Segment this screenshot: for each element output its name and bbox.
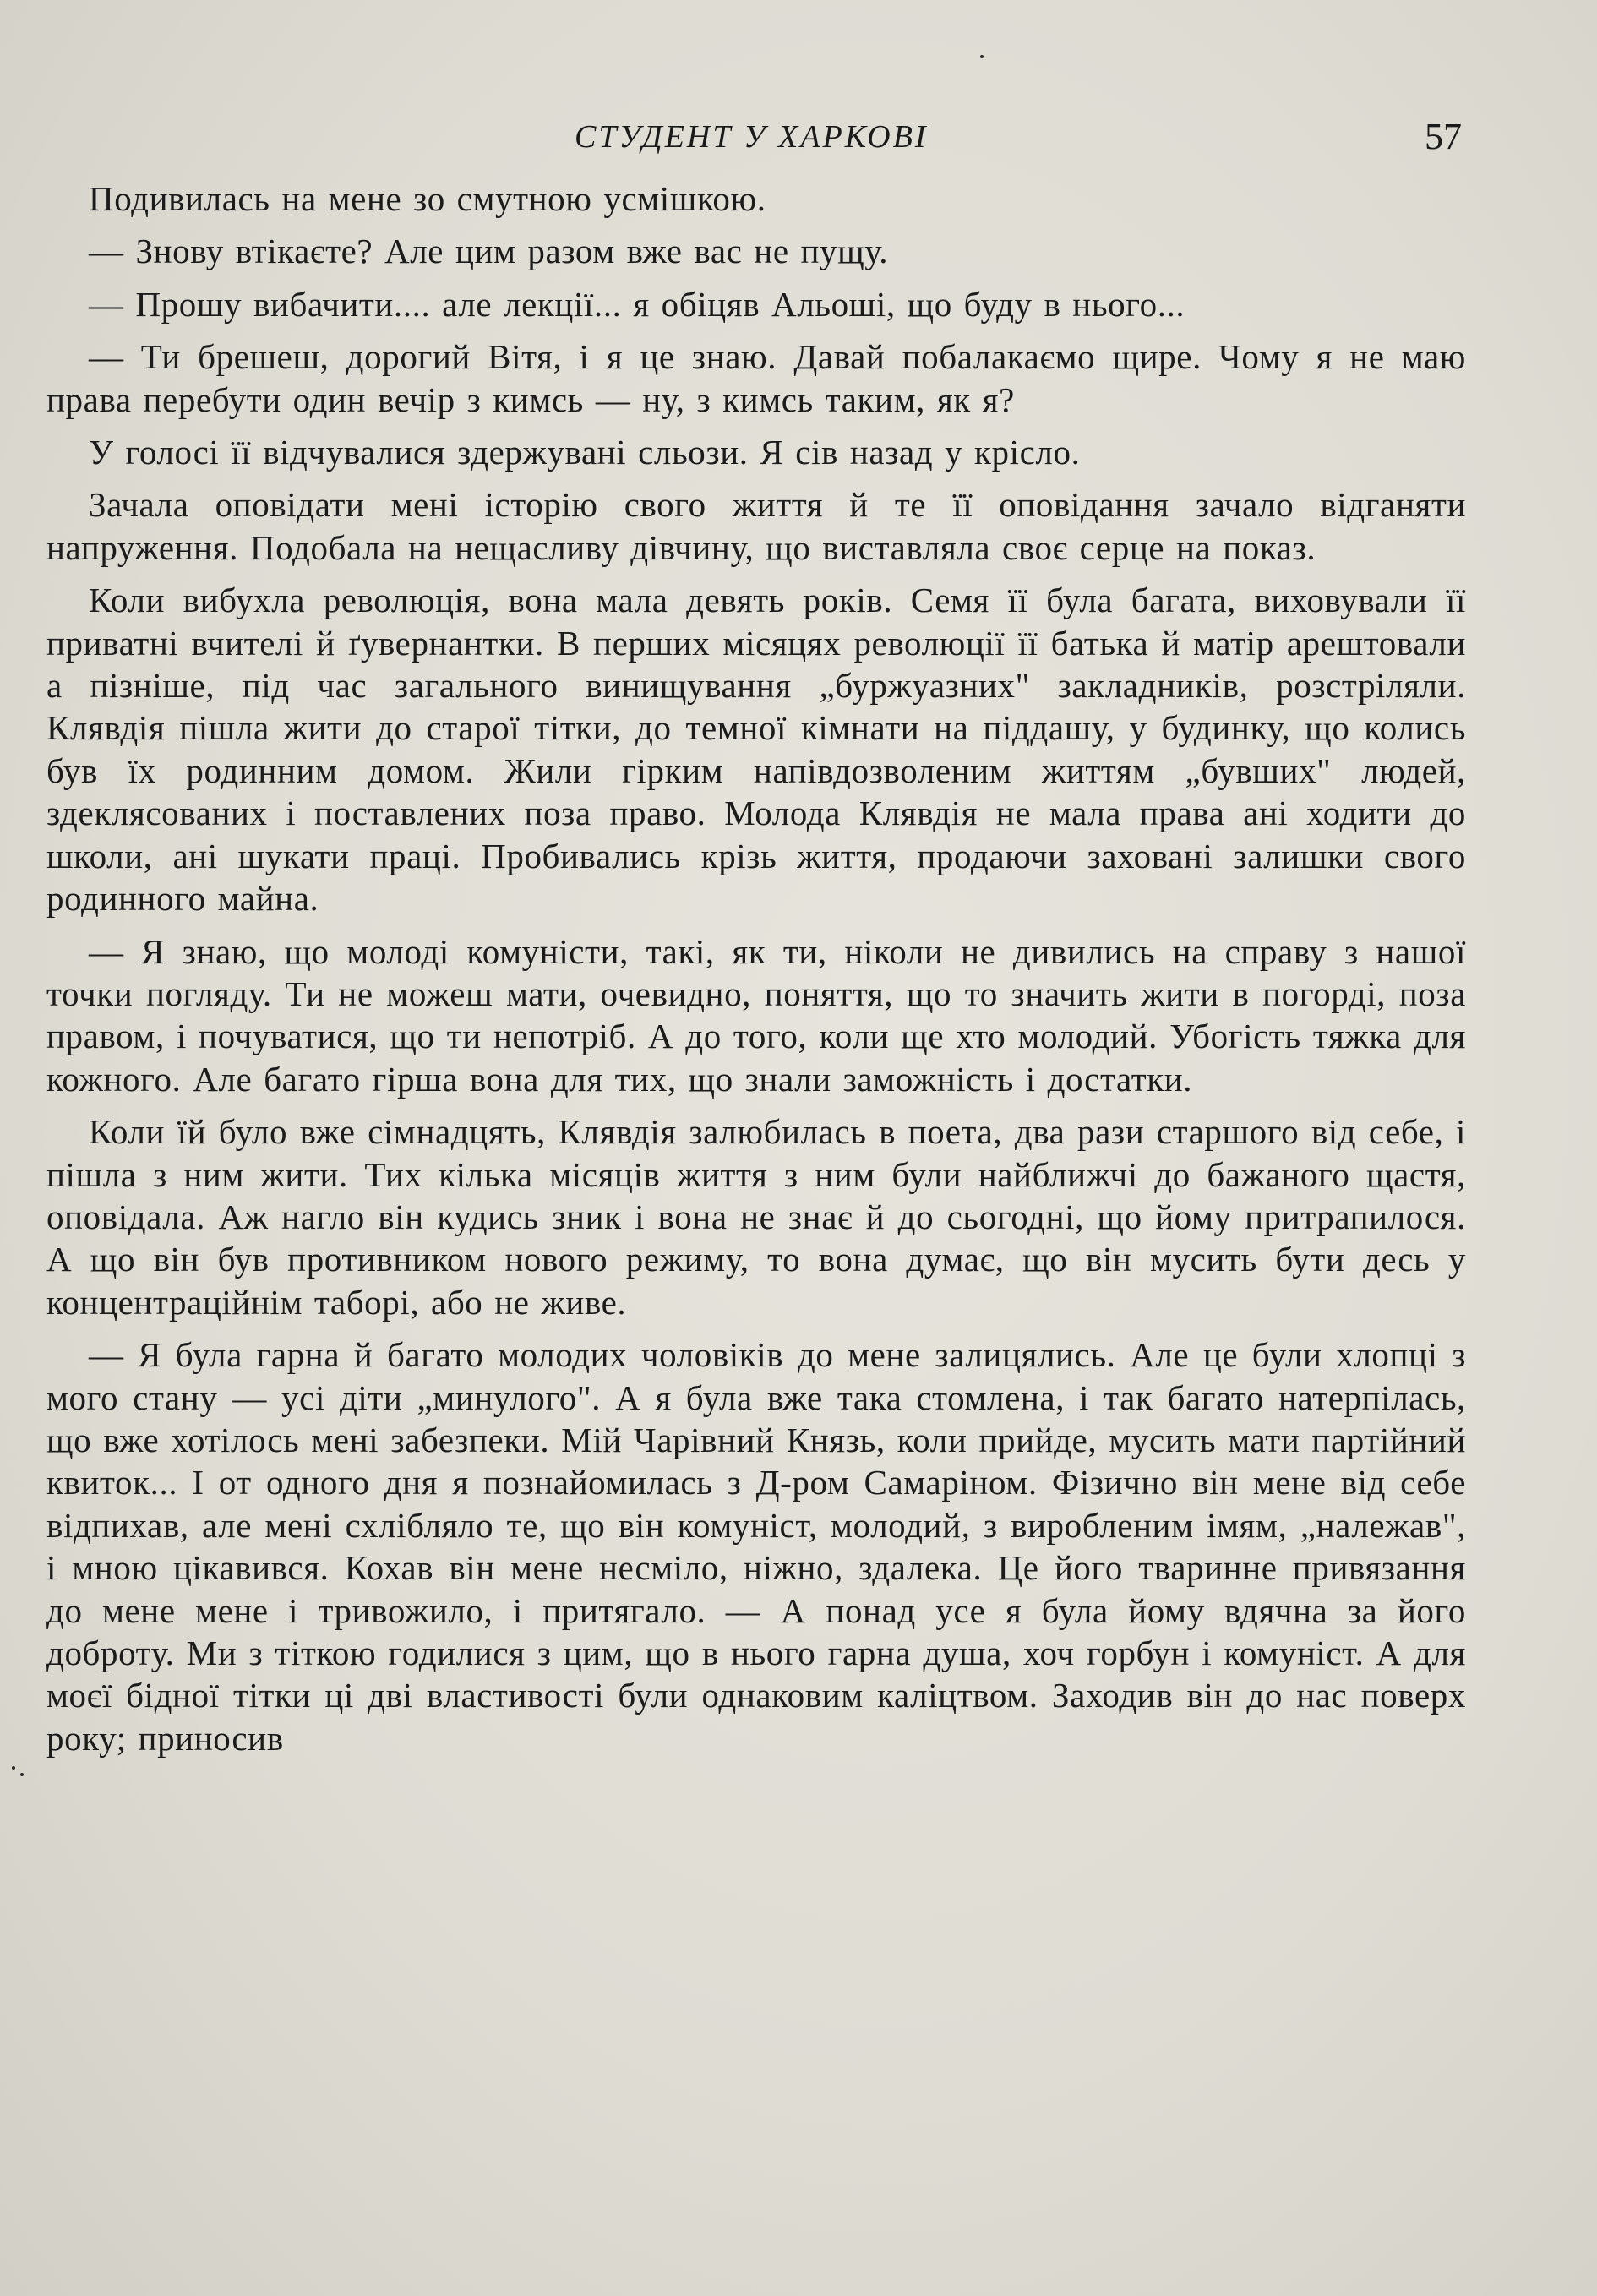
paragraph: — Ти брешеш, дорогий Вітя, і я це знаю. Давай побалакаємо щире. Чому я не маю права перебути один вечір з кимсь — ну, з кимсь таким, як я? <box>46 337 1466 419</box>
paragraph: Подивилась на мене зо смутною усмішкою. <box>89 179 766 218</box>
paragraph: — Я була гарна й багато молодих чоловіків до мене залицялись. Але це були хлопці з мого стану — усі діти „минулого". А я була вже така стомлена, і так багато натерпілась, що вже хотілось мені забезпеки. Мій Чарівний Князь, коли прийде, мусить мати партійний квиток... І от одного дня я познайомилась з Д-ром Самаріном. Фізично він мене від себе відпихав, але мені схлібляло те, що він комуніст, молодий, з виробленим імям, „належав", і мною цікавився. Кохав він мене несміло, ніжно, здалека. Це його тваринне привязання до мене мене і тривожило, і притягало. — А понад усе я була йому вдячна за його доброту. Ми з тіткою годилися з цим, що в нього гарна душа, хоч горбун і комуніст. А для моєї бідної тітки ці дві властивості були однаковим каліцтвом. Заходив він до нас поверх року; приносив <box>46 1335 1466 1758</box>
ink-speck <box>20 1773 24 1776</box>
page-number: 57 <box>1425 116 1462 157</box>
body-text <box>46 177 1466 1770</box>
paragraph: Коли їй було вже сімнадцять, Клявдія залюбилась в поета, два рази старшого від себе, і пішла з ним жити. Тих кілька місяців життя з ним були найближчі до бажаного щастя, оповідала. Аж нагло він кудись зник і вона не знає й до сьогодні, що йому притрапилося. А що він був противником нового режиму, то вона думає, що він мусить бути десь у концентраційнім таборі, або не живе. <box>46 1112 1466 1322</box>
paragraph: Коли вибухла революція, вона мала девять років. Семя її була багата, виховували її приватні вчителі й ґувернантки. В перших місяцях революції її батька й матір арештовали а пізніше, під час загального винищування „буржуазних" закладників, розстріляли. Клявдія пішла жити до старої тітки, до темної кімнати на піддашу, у будинку, що колись був їх родинним домом. Жили гірким напівдозволеним життям „бувших" людей, здеклясованих і поставлених поза право. Молода Клявдія не мала права ані ходити до школи, ані шукати праці. Пробивались крізь життя, продаючи заховані залишки свого родинного майна. <box>46 581 1466 919</box>
page-header <box>575 118 1462 169</box>
paragraph: У голосі її відчувалися здержувані сльози. Я сів назад у крісло. <box>89 433 1081 472</box>
paragraph: — Знову втікаєте? Але цим разом вже вас не пущу. <box>89 232 889 271</box>
ink-speck <box>980 55 984 58</box>
paragraph: — Прошу вибачити.... але лекції... я обіцяв Альоші, що буду в нього... <box>89 284 1185 324</box>
running-title: СТУДЕНТ У ХАРКОВІ <box>575 119 929 155</box>
paragraph: Зачала оповідати мені історію свого життя й те її оповідання зачало відганяти напруження. Подобала на нещасливу дівчину, що виставляла своє серце на показ. <box>46 485 1466 567</box>
paragraph: — Я знаю, що молоді комуністи, такі, як ти, ніколи не дивились на справу з нашої точки погляду. Ти не можеш мати, очевидно, поняття, що то значить жити в погорді, поза правом, і почуватися, що ти непотріб. А до того, коли ще хто молодий. Убогість тяжка для кожного. Але багато гірша вона для тих, що знали заможність і достатки. <box>46 931 1466 1099</box>
ink-speck <box>12 1766 15 1770</box>
